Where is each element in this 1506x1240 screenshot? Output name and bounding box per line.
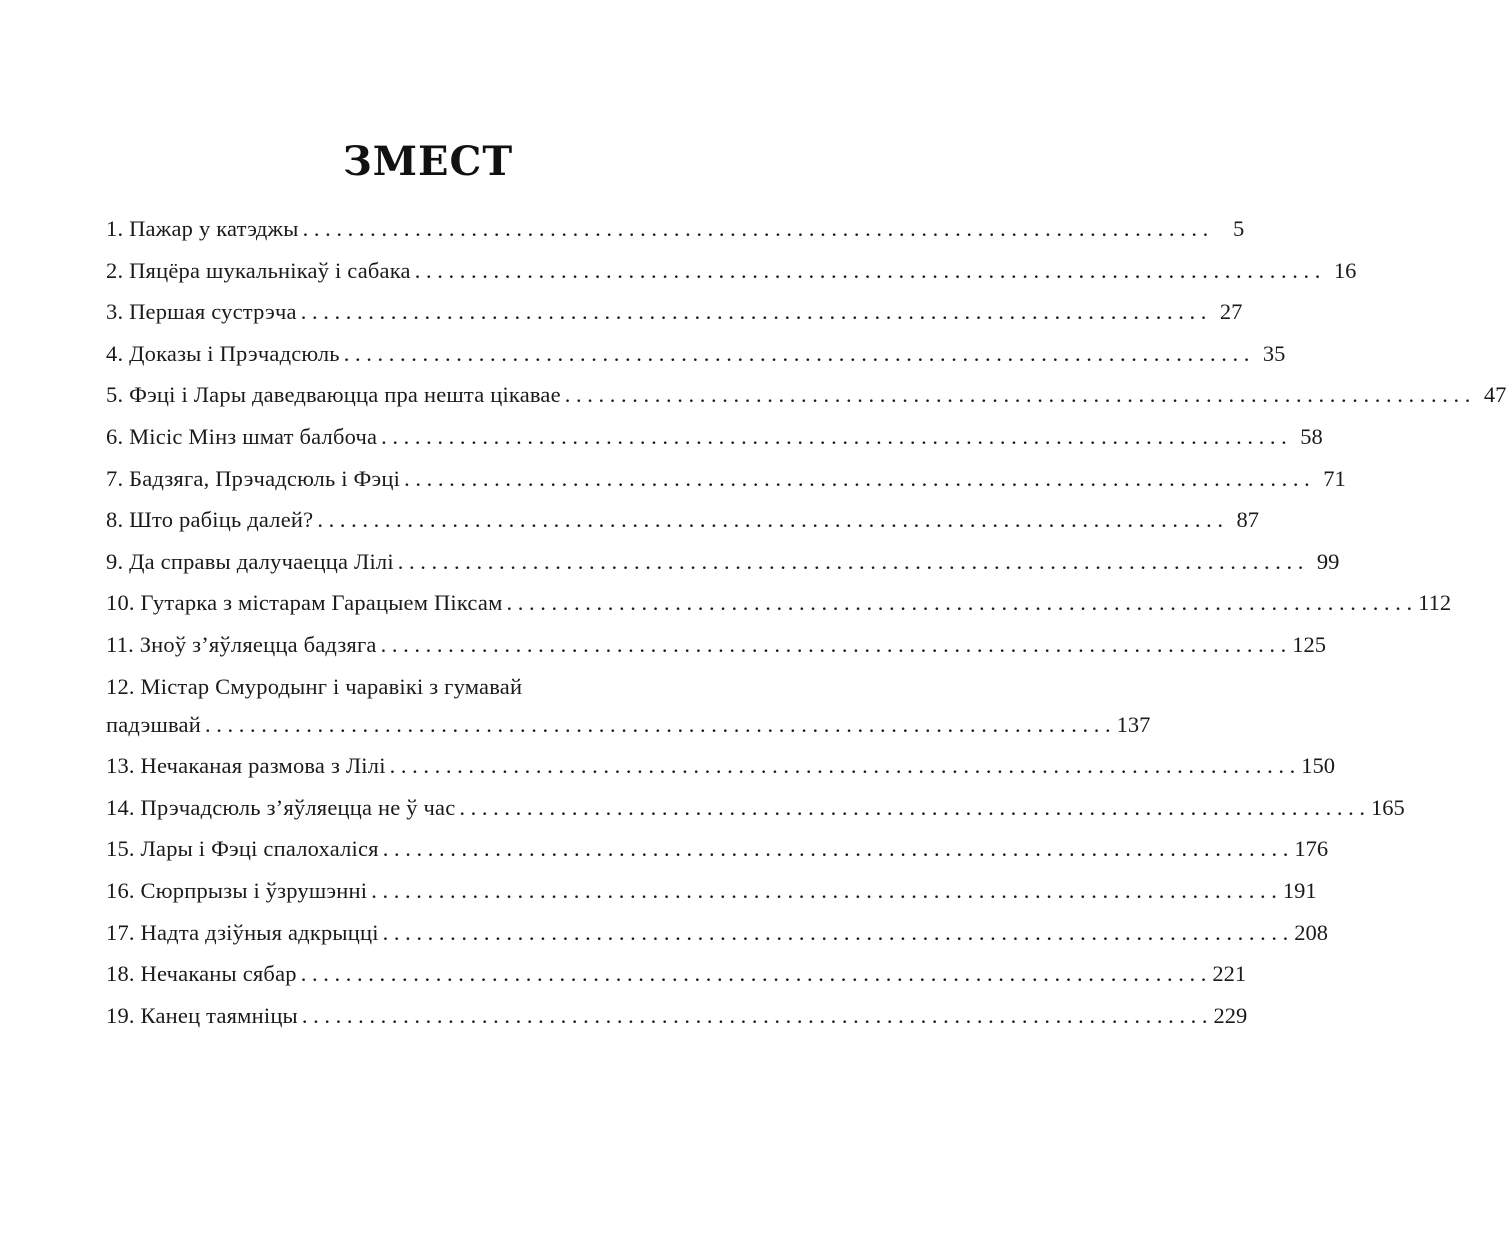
toc-entry-16 <box>106 870 1317 912</box>
toc-entry-page: 35 <box>1262 340 1286 366</box>
toc-entry-18 <box>106 953 1247 995</box>
toc-entry-13 <box>106 745 1336 787</box>
dot-leader <box>398 541 1304 583</box>
toc-entry-10 <box>106 582 1452 624</box>
table-of-contents <box>106 208 1506 1036</box>
toc-entry-page: 229 <box>1213 1002 1248 1028</box>
dot-leader <box>317 499 1223 541</box>
toc-entry-page: 71 <box>1323 465 1346 491</box>
toc-entry-title: 10. Гутарка з містарам Гарацыем Піксам <box>106 590 503 616</box>
dot-leader <box>390 745 1296 787</box>
toc-entry-4 <box>106 333 1286 375</box>
toc-entry-title: 13. Нечаканая размова з Лілі <box>106 753 386 779</box>
toc-entry-title: 2. Пяцёра шукальнікаў і сабака <box>106 257 411 283</box>
toc-entry-page: 208 <box>1294 919 1329 945</box>
toc-entry-page: 125 <box>1292 631 1326 657</box>
toc-entry-12-continued <box>106 704 1151 746</box>
toc-entry-title: 7. Бадзяга, Прэчадсюль і Фэці <box>106 465 401 491</box>
toc-entry-title: 4. Доказы і Прэчадсюль <box>106 340 340 366</box>
toc-entry-page: 176 <box>1294 836 1329 862</box>
page-title: ЗМЕСТ <box>342 138 514 185</box>
dot-leader <box>381 624 1287 666</box>
toc-entry-8 <box>106 499 1259 541</box>
toc-entry-page: 47 <box>1483 382 1506 408</box>
toc-entry-title: падэшвай <box>106 711 201 737</box>
dot-leader <box>565 374 1471 416</box>
toc-entry-3 <box>106 291 1243 333</box>
toc-entry-page: 191 <box>1282 877 1317 903</box>
dot-leader <box>404 458 1310 500</box>
toc-entry-page: 165 <box>1371 794 1405 820</box>
toc-entry-page: 99 <box>1316 548 1340 574</box>
dot-leader <box>371 870 1277 912</box>
dot-leader <box>415 250 1321 292</box>
toc-entry-6 <box>106 416 1323 458</box>
toc-entry-17 <box>106 912 1329 954</box>
dot-leader <box>301 953 1207 995</box>
toc-entry-title: 11. Зноў з’яўляецца бадзяга <box>106 631 377 657</box>
dot-leader <box>507 582 1413 624</box>
toc-entry-14 <box>106 787 1405 829</box>
toc-entry-title: 19. Канец таямніцы <box>106 1002 298 1028</box>
toc-entry-title: 9. Да справы далучаецца Лілі <box>106 548 394 574</box>
toc-entry-11 <box>106 624 1326 666</box>
toc-entry-title: 16. Сюрпрызы і ўзрушэнні <box>106 877 368 903</box>
toc-entry-page: 87 <box>1236 507 1259 533</box>
toc-entry-1 <box>106 208 1245 250</box>
toc-entry-title: 15. Лары і Фэці спалохаліся <box>106 836 379 862</box>
dot-leader <box>303 208 1209 250</box>
toc-entry-page: 150 <box>1301 753 1336 779</box>
toc-entry-12 <box>106 670 710 704</box>
toc-entry-5 <box>106 374 1506 416</box>
toc-entry-title: 6. Місіс Мінз шмат балбоча <box>106 423 378 449</box>
toc-entry-19 <box>106 995 1248 1037</box>
toc-entry-2 <box>106 250 1357 292</box>
toc-entry-15 <box>106 828 1329 870</box>
toc-entry-title: 17. Надта дзіўныя адкрыцці <box>106 919 379 945</box>
dot-leader <box>205 704 1111 746</box>
toc-entry-page: 5 <box>1232 216 1245 241</box>
toc-entry-title: 18. Нечаканы сябар <box>106 961 297 987</box>
toc-entry-page: 112 <box>1418 590 1452 616</box>
toc-entry-title: 1. Пажар у катэджы <box>106 216 299 241</box>
dot-leader <box>344 333 1250 375</box>
dot-leader <box>302 995 1208 1037</box>
dot-leader <box>383 828 1289 870</box>
toc-entry-page: 16 <box>1333 257 1357 283</box>
toc-entry-title: 3. Першая сустрэча <box>106 299 297 325</box>
dot-leader <box>381 416 1287 458</box>
toc-entry-title: 5. Фэці і Лары даведваюцца пра нешта цікавае <box>106 382 561 408</box>
toc-entry-page: 221 <box>1212 961 1247 987</box>
toc-entry-title: 12. Містар Смуродынг і чаравікі з гумавай <box>106 673 523 699</box>
toc-entry-page: 137 <box>1116 711 1151 737</box>
toc-entry-7 <box>106 458 1346 500</box>
toc-entry-title: 14. Прэчадсюль з’яўляецца не ў час <box>106 794 456 820</box>
toc-entry-9 <box>106 541 1340 583</box>
toc-entry-title: 8. Што рабіць далей? <box>106 507 314 533</box>
dot-leader <box>301 291 1207 333</box>
toc-entry-page: 58 <box>1300 423 1323 449</box>
dot-leader <box>459 787 1365 829</box>
dot-leader <box>383 912 1289 954</box>
toc-entry-page: 27 <box>1219 299 1243 325</box>
